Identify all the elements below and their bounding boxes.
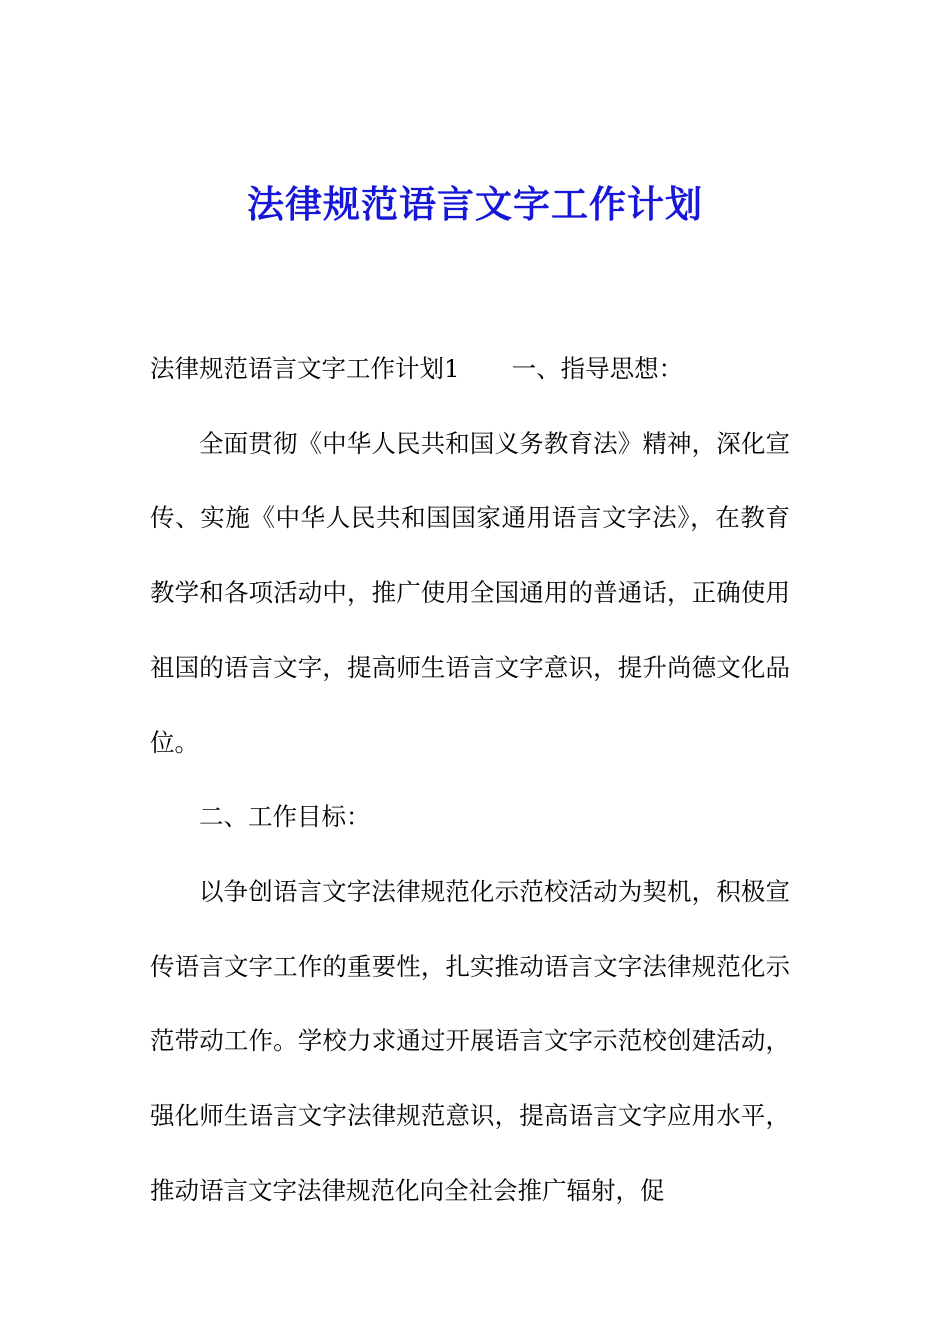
paragraph-guiding-ideology: 全面贯彻《中华人民共和国义务教育法》精神，深化宣传、实施《中华人民共和国国家通用语言文字法》，在教育教学和各项活动中，推广使用全国通用的普通话，正确使用祖国的语言文字，提高师生语言文字意识，提升尚德文化品位。 [150,428,790,757]
section-heading-guiding-ideology: 一、指导思想： [511,354,684,383]
paragraph-work-goals: 以争创语言文字法律规范化示范校活动为契机，积极宣传语言文字工作的重要性，扎实推动语言文字法律规范化示范带动工作。学校力求通过开展语言文字示范校创建活动，强化师生语言文字法律规范意识，提高语言文字应用水平，推动语言文字法律规范化向全社会推广辐射，促 [150,876,790,1205]
document-title: 法律规范语言文字工作计划 [247,182,703,226]
intro-line [150,332,790,407]
plan-heading: 法律规范语言文字工作计划1 [150,354,460,383]
document-body [150,332,790,1228]
section-heading-work-goals: 二、工作目标： [199,802,371,832]
